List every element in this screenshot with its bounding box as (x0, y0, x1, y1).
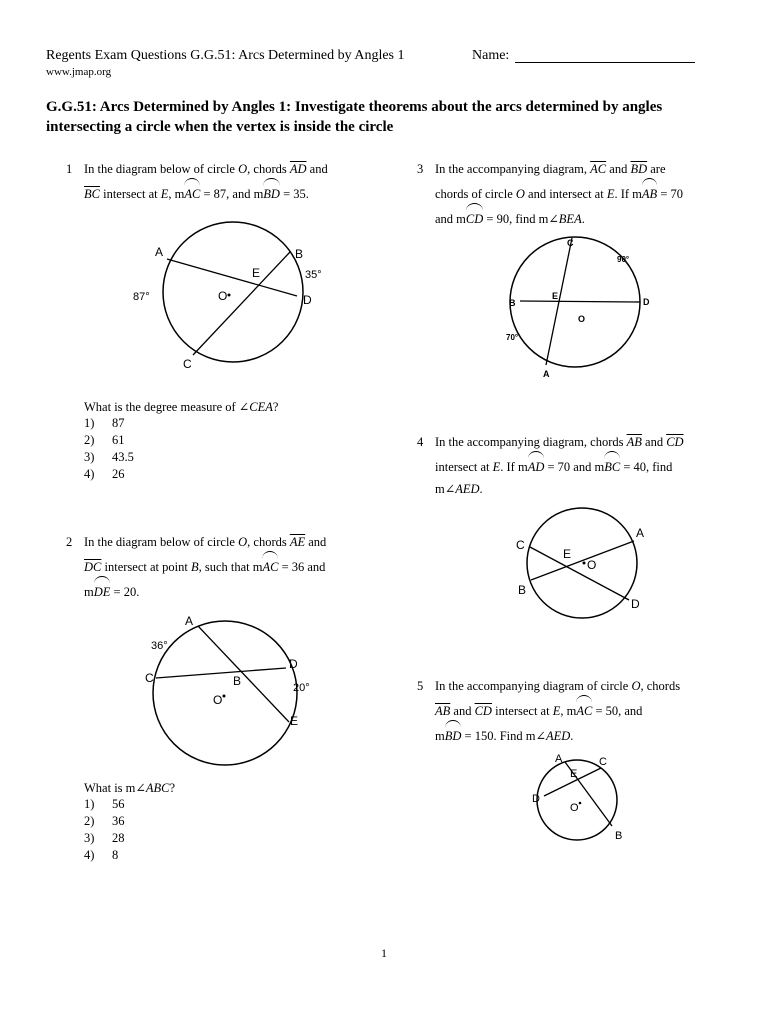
q2-question-text: What is m∠ (84, 781, 146, 795)
q5-text: intersect at (491, 704, 553, 718)
center-point (583, 562, 586, 565)
q3-text: and m (435, 212, 466, 226)
q4-chord-ab: $\overline{AB}$ (626, 435, 642, 449)
label-b: B (233, 674, 242, 688)
q4-chord-cd: $\overline{CD}$ (666, 435, 684, 449)
q4-angle: AED (455, 482, 480, 496)
label-b: B (518, 583, 527, 597)
label-d: D (532, 793, 540, 805)
choice-key: 3) (84, 831, 95, 845)
q3-text: In the accompanying diagram, (435, 162, 591, 176)
question-3 (417, 158, 737, 226)
q1-text: , m (168, 187, 185, 201)
q5-text: , chords (640, 679, 681, 693)
label-c: C (145, 671, 154, 685)
q3-circle-name: O (515, 187, 525, 201)
q3-chord-bd: $\overline{BD}$ (630, 162, 648, 176)
q2-point-b: B (190, 560, 199, 574)
q3-arc-ab: AB (642, 180, 657, 205)
q1-text: and (306, 162, 328, 176)
choice-key: 2) (84, 433, 95, 447)
label-a: A (636, 526, 645, 540)
label-e: E (252, 266, 261, 280)
q4-text: intersect at (435, 460, 493, 474)
answer-choice[interactable] (84, 796, 125, 813)
q1-text: , chords (247, 162, 290, 176)
q3-arc-cd: CD (466, 205, 483, 230)
q5-arc-bd: BD (445, 722, 462, 747)
q5-text: = 50, and (592, 704, 643, 718)
q1-text: intersect at (99, 187, 161, 201)
q3-text: = 70 (657, 187, 683, 201)
q2-text: intersect at point (101, 560, 191, 574)
q2-question-text: ? (169, 781, 176, 795)
q3-text: chords of circle (435, 187, 516, 201)
question-number: 5 (417, 679, 424, 693)
q1-text: = 87, and m (200, 187, 264, 201)
label-a: A (543, 369, 550, 379)
choice-key: 4) (84, 467, 95, 481)
q1-chord-ad: $\overline{AD}$ (289, 162, 307, 176)
center-point (228, 294, 231, 297)
page-title: G.G.51: Arcs Determined by Angles 1: Investigate theorems about the arcs determined by angles intersecting a circle when the vertex is inside the circle (46, 99, 663, 135)
choice-value: 56 (112, 797, 125, 811)
q1-circle-name: O (238, 162, 248, 176)
q1-question-text: What is the degree measure of ∠ (84, 400, 250, 414)
circle-outline (153, 621, 297, 765)
question-number: 3 (417, 162, 424, 176)
name-field-line[interactable] (515, 62, 695, 63)
label-d: D (631, 597, 640, 611)
choice-key: 4) (84, 848, 95, 862)
q5-text: . (570, 729, 574, 743)
answer-choice[interactable] (84, 830, 125, 847)
q2-question-angle: ABC (145, 781, 170, 795)
label-d: D (303, 293, 312, 307)
answer-choice[interactable] (84, 466, 134, 483)
q2-arc-ac: AC (262, 553, 278, 578)
q2-text: and (305, 535, 327, 549)
q5-text: = 150. Find m∠ (461, 729, 546, 743)
label-o: O (570, 802, 579, 814)
header-title: Regents Exam Questions G.G.51: Arcs Determined by Angles 1 (46, 48, 405, 63)
q3-text: are (647, 162, 666, 176)
q5-text: and (450, 704, 475, 718)
label-a: A (555, 753, 563, 765)
answer-choice[interactable] (84, 449, 134, 466)
q1-question-angle: CEA (249, 400, 273, 414)
label-c: C (183, 357, 192, 371)
question-1 (66, 158, 386, 218)
label-c: C (567, 238, 574, 248)
chord-dc (156, 668, 286, 678)
label-e: E (563, 547, 572, 561)
name-label: Name: (472, 48, 510, 63)
arc-label-35: 35° (305, 269, 322, 281)
q3-diagram (500, 234, 660, 380)
q4-text: = 40, find (620, 460, 673, 474)
chord-bd (520, 301, 640, 302)
q3-point-e: E (606, 187, 615, 201)
label-e: E (552, 291, 559, 301)
q3-text: and intersect at (524, 187, 607, 201)
question-4 (417, 431, 737, 497)
header-url: www.jmap.org (46, 66, 112, 78)
label-o: O (578, 314, 586, 324)
answer-choice[interactable] (84, 813, 125, 830)
choice-key: 1) (84, 416, 95, 430)
q5-point-e: E (552, 704, 561, 718)
label-b: B (509, 298, 516, 308)
q5-chord-cd: $\overline{CD}$ (474, 704, 492, 718)
q2-text: , such that m (198, 560, 263, 574)
question-number: 1 (66, 162, 73, 176)
choice-value: 8 (112, 848, 119, 862)
arc-label-90: 90° (617, 255, 630, 264)
q3-angle: BEA (558, 212, 582, 226)
choice-key: 3) (84, 450, 95, 464)
q1-arc-bd: BD (263, 180, 280, 205)
q2-chord-dc: $\overline{DC}$ (84, 560, 102, 574)
q1-diagram (125, 212, 345, 372)
q1-arc-ac: AC (184, 180, 200, 205)
chord-ab (531, 541, 634, 580)
label-o: O (213, 693, 223, 707)
arc-label-20: 20° (293, 682, 310, 694)
label-a: A (185, 614, 194, 628)
q5-chord-ab: $\overline{AB}$ (435, 704, 451, 718)
q3-chord-ac: $\overline{AC}$ (590, 162, 607, 176)
q3-text: = 90, find m∠ (483, 212, 559, 226)
label-d: D (643, 297, 650, 307)
q5-arc-ac: AC (576, 697, 592, 722)
arc-label-70: 70° (506, 333, 519, 342)
label-e: E (290, 714, 299, 728)
q2-text: , chords (247, 535, 290, 549)
q1-text: In the diagram below of circle (84, 162, 239, 176)
question-number: 2 (66, 535, 73, 549)
answer-choice[interactable] (84, 847, 125, 864)
q2-arc-de: DE (94, 578, 111, 603)
choice-value: 28 (112, 831, 125, 845)
label-d: D (289, 657, 298, 671)
q1-chord-bc: $\overline{BC}$ (84, 187, 100, 201)
label-c: C (599, 756, 607, 768)
q2-chord-ae: $\overline{AE}$ (289, 535, 306, 549)
label-o: O (587, 558, 597, 572)
label-o: O (218, 289, 228, 303)
q4-point-e: E (492, 460, 501, 474)
q4-diagram (510, 505, 660, 625)
label-b: B (295, 247, 304, 261)
q5-circle-name: O (631, 679, 641, 693)
page-number: 1 (381, 946, 387, 960)
q3-text: and (606, 162, 631, 176)
q4-arc-bc: BC (604, 453, 620, 478)
choice-value: 61 (112, 433, 125, 447)
choice-value: 26 (112, 467, 125, 481)
q2-text: In the diagram below of circle (84, 535, 239, 549)
q4-text: m∠ (435, 482, 456, 496)
arc-label-87: 87° (133, 291, 150, 303)
q4-text: In the accompanying diagram, chords (435, 435, 627, 449)
q3-text: . (581, 212, 585, 226)
label-e: E (570, 768, 578, 780)
q5-text: , m (560, 704, 577, 718)
q1-text: = 35. (279, 187, 309, 201)
choice-value: 36 (112, 814, 125, 828)
q5-angle: AED (545, 729, 571, 743)
q3-text: . If m (614, 187, 642, 201)
chord-cd (530, 547, 629, 600)
label-c: C (516, 538, 525, 552)
center-point (579, 802, 582, 805)
q4-text: . (479, 482, 483, 496)
q4-text: and (641, 435, 667, 449)
choice-value: 43.5 (112, 450, 134, 464)
chord-bc (193, 252, 290, 355)
circle-outline (527, 508, 637, 618)
q5-diagram (525, 750, 635, 850)
q4-text: . If m (500, 460, 528, 474)
q2-text: = 36 and (278, 560, 326, 574)
label-b: B (615, 830, 623, 842)
label-a: A (155, 245, 164, 259)
q2-circle-name: O (238, 535, 248, 549)
q2-choices (84, 796, 125, 864)
choice-key: 1) (84, 797, 95, 811)
question-2 (66, 531, 386, 597)
answer-choice[interactable] (84, 432, 134, 449)
q1-choices (84, 415, 134, 483)
choice-value: 87 (112, 416, 125, 430)
q2-diagram (135, 608, 335, 778)
q1-question-text: ? (272, 400, 279, 414)
q1-point-e: E (160, 187, 169, 201)
center-point (223, 695, 226, 698)
question-5 (417, 675, 737, 741)
q2-text: = 20. (110, 585, 140, 599)
q2-text: m (84, 585, 94, 599)
arc-label-36: 36° (151, 640, 168, 652)
q5-text: m (435, 729, 445, 743)
q4-text: = 70 and m (544, 460, 605, 474)
q5-text: In the accompanying diagram of circle (435, 679, 632, 693)
question-number: 4 (417, 435, 424, 449)
choice-key: 2) (84, 814, 95, 828)
q4-arc-ad: AD (528, 453, 545, 478)
answer-choice[interactable] (84, 415, 134, 432)
